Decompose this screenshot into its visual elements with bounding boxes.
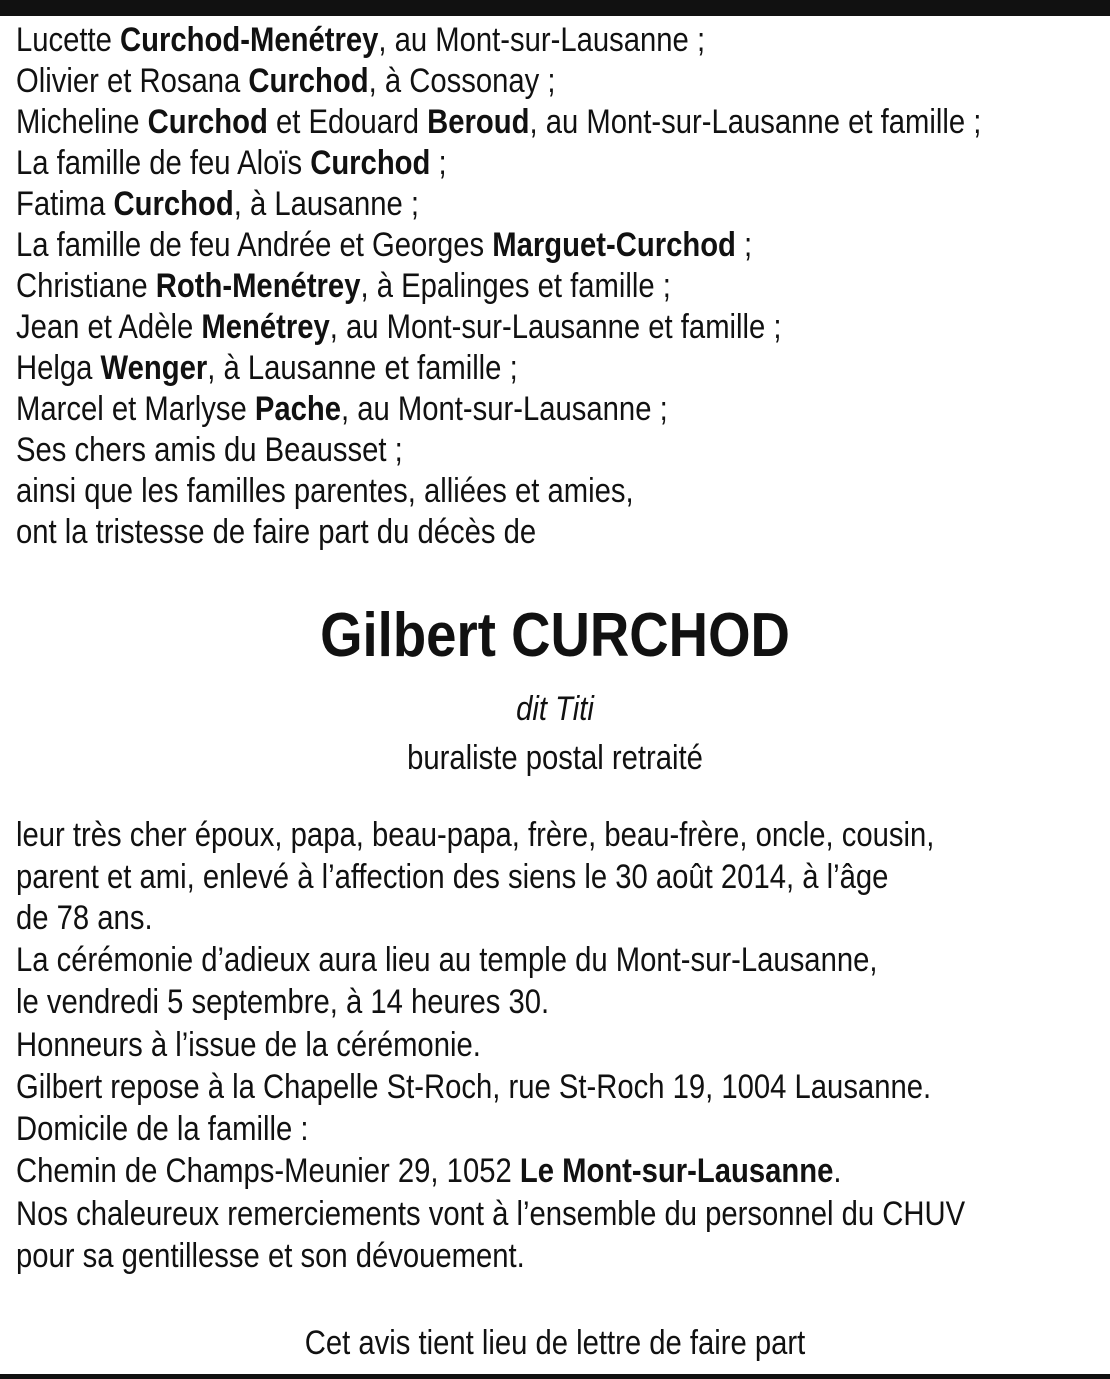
mourner-line: La famille de feu Aloïs Curchod ; xyxy=(16,144,447,182)
mourner-line: Lucette Curchod-Menétrey, au Mont-sur-Lausanne ; xyxy=(16,21,706,59)
deceased-name: Gilbert CURCHOD xyxy=(320,601,790,670)
body-line: Honneurs à l’issue de la cérémonie. xyxy=(16,1026,481,1064)
body-line: Nos chaleureux remerciements vont à l’ensemble du personnel du CHUV xyxy=(16,1195,966,1233)
footer-note: Cet avis tient lieu de lettre de faire part xyxy=(304,1324,806,1362)
body-line: le vendredi 5 septembre, à 14 heures 30. xyxy=(16,983,550,1021)
mourner-line: Marcel et Marlyse Pache, au Mont-sur-Lausanne ; xyxy=(16,390,668,428)
body-line: Domicile de la famille : xyxy=(16,1110,309,1148)
body-line: parent et ami, enlevé à l’affection des siens le 30 août 2014, à l’âge xyxy=(16,858,889,896)
top-rule xyxy=(0,0,1110,16)
mourner-line: Micheline Curchod et Edouard Beroud, au Mont-sur-Lausanne et famille ; xyxy=(16,103,982,141)
deceased-alias: dit Titi xyxy=(516,690,594,728)
body-line: pour sa gentillesse et son dévouement. xyxy=(16,1237,525,1275)
mourner-line: ainsi que les familles parentes, alliées et amies, xyxy=(16,472,634,510)
body-line: de 78 ans. xyxy=(16,899,153,937)
mourner-line: Fatima Curchod, à Lausanne ; xyxy=(16,185,420,223)
body-line: Gilbert repose à la Chapelle St-Roch, rue St-Roch 19, 1004 Lausanne. xyxy=(16,1068,932,1106)
announcement-line: ont la tristesse de faire part du décès de xyxy=(16,513,537,551)
body-line: Chemin de Champs-Meunier 29, 1052 Le Mont-sur-Lausanne. xyxy=(16,1152,842,1190)
deceased-occupation: buraliste postal retraité xyxy=(407,739,703,777)
mourner-line: Olivier et Rosana Curchod, à Cossonay ; xyxy=(16,62,556,100)
mourner-line: La famille de feu Andrée et Georges Marguet-Curchod ; xyxy=(16,226,753,264)
mourner-line: Ses chers amis du Beausset ; xyxy=(16,431,403,469)
mourner-line: Helga Wenger, à Lausanne et famille ; xyxy=(16,349,518,387)
body-line: La cérémonie d’adieux aura lieu au temple du Mont-sur-Lausanne, xyxy=(16,941,878,979)
mourner-line: Christiane Roth-Menétrey, à Epalinges et famille ; xyxy=(16,267,671,305)
body-line: leur très cher époux, papa, beau-papa, frère, beau-frère, oncle, cousin, xyxy=(16,816,935,854)
bottom-rule xyxy=(0,1374,1110,1379)
mourner-line: Jean et Adèle Menétrey, au Mont-sur-Lausanne et famille ; xyxy=(16,308,782,346)
